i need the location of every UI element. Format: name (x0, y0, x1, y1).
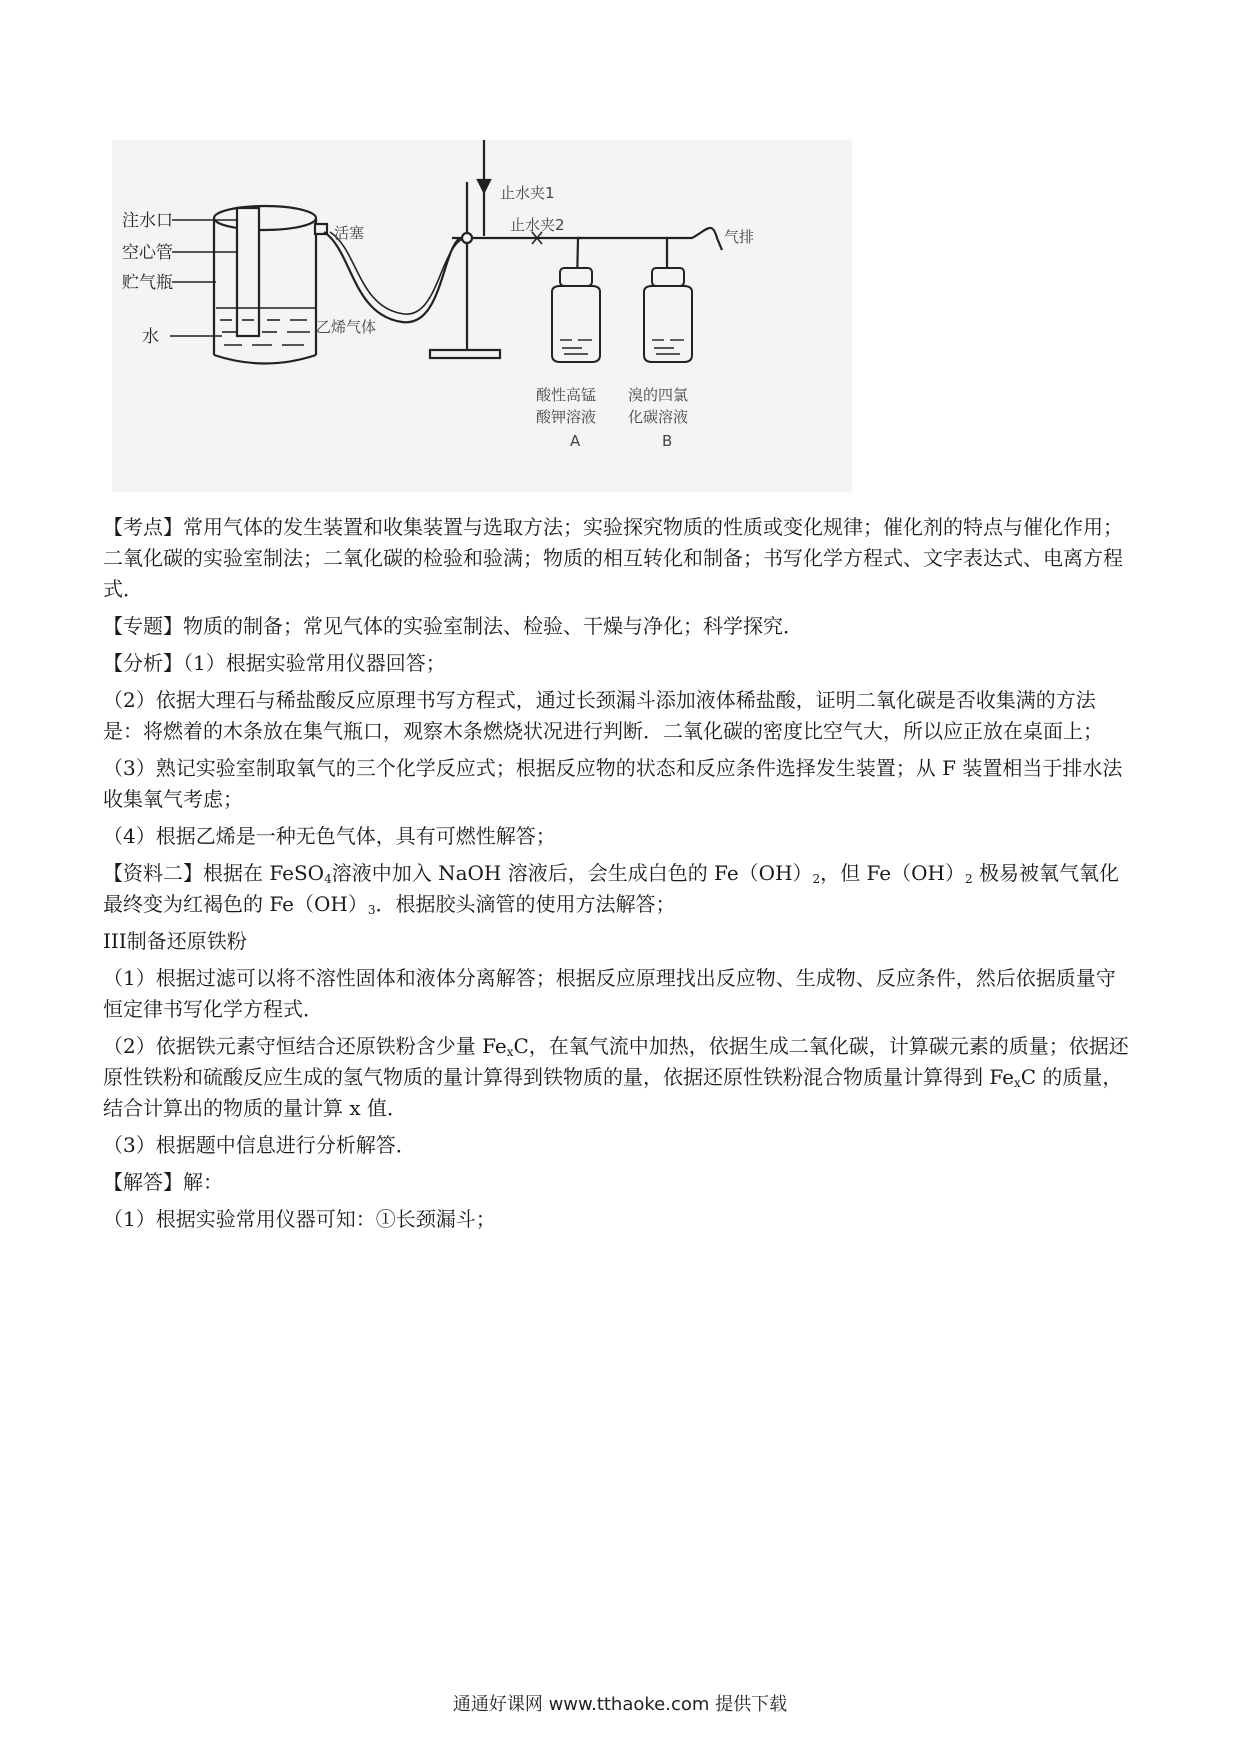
label-bottle-b-line1: 溴的四氯 (628, 386, 689, 404)
bottle-b (644, 268, 692, 362)
label-bottle-b-line2: 化碳溶液 (628, 408, 689, 426)
paragraph-jieda: 【解答】解： (103, 1170, 223, 1194)
label-bottle-a-line2: 酸钾溶液 (536, 408, 597, 426)
answer-text (103, 512, 1133, 1241)
apparatus-diagram (112, 140, 852, 492)
label-clamp1: 止水夹1 (500, 184, 555, 202)
gas-storage-cylinder (214, 206, 316, 364)
label-clamp2: 止水夹2 (510, 216, 565, 234)
subscript: 2 (812, 872, 821, 886)
text-run: C 的质量，结合计算出的物质的量计算 x 值． (103, 1065, 1123, 1120)
paragraph-iii-3: （3）根据题中信息进行分析解答． (103, 1133, 416, 1157)
text-run: ．根据胶头滴管的使用方法解答； (375, 892, 676, 916)
subscript: x (506, 1045, 514, 1059)
label-bottle-a-line1: 酸性高锰 (536, 386, 597, 404)
label-leaders (170, 220, 237, 336)
paragraph-ziliao-2 (103, 858, 1133, 920)
label-gas-storage: 贮气瓶 (122, 273, 173, 293)
page-footer: 通通好课网 www.tthaoke.com 提供下载 (452, 1694, 788, 1715)
bottle-a (552, 268, 600, 362)
label-bottle-a-letter: A (570, 432, 581, 450)
paragraph-fenxi-4: （4）根据乙烯是一种无色气体，具有可燃性解答； (103, 824, 556, 848)
paragraph-jieda-1: （1）根据实验常用仪器可知：①长颈漏斗； (103, 1207, 496, 1231)
paragraph-fenxi-3: （3）熟记实验室制取氧气的三个化学反应式；根据反应物的状态和反应条件选择发生装置；从 F 装置相当于排水法收集氧气考虑； (103, 756, 1123, 811)
text-run: （2）依据铁元素守恒结合还原铁粉含少量 Fe (103, 1034, 507, 1058)
text-run: 溶液中加入 NaOH 溶液后，会生成白色的 Fe（OH） (331, 861, 813, 885)
subscript: 3 (367, 903, 376, 917)
label-water-inlet: 注水口 (122, 211, 173, 231)
label-hollow-tube: 空心管 (122, 243, 173, 263)
subscript: x (1013, 1076, 1021, 1090)
label-water: 水 (142, 327, 159, 347)
label-bottle-b-letter: B (662, 432, 673, 450)
label-ethylene: 乙烯气体 (316, 318, 377, 336)
paragraph-fenxi-2: （2）依据大理石与稀盐酸反应原理书写方程式，通过长颈漏斗添加液体稀盐酸，证明二氧化碳是否收集满的方法是：将燃着的木条放在集气瓶口，观察木条燃烧状况进行判断．二氧化碳的密度比空气大，所以应正放在桌面上； (103, 688, 1103, 743)
paragraph-kaodian: 【考点】常用气体的发生装置和收集装置与选取方法；实验探究物质的性质或变化规律；催化剂的特点与催化作用；二氧化碳的实验室制法；二氧化碳的检验和验满；物质的相互转化和制备；书写化学方程式、文字表达式、电离方程式． (103, 515, 1123, 601)
text-run: 极易被氧气氧化最终变为红褐色的 Fe（OH） (103, 861, 1119, 916)
apparatus-figure (112, 140, 852, 492)
section-heading-iii: III制备还原铁粉 (103, 929, 247, 953)
paragraph-fenxi-1: 【分析】（1）根据实验常用仪器回答； (103, 651, 446, 675)
subscript: 4 (324, 872, 332, 886)
paragraph-iii-1: （1）根据过滤可以将不溶性固体和液体分离解答；根据反应原理找出反应物、生成物、反应条件，然后依据质量守恒定律书写化学方程式． (103, 966, 1116, 1021)
text-run: C，在氧气流中加热，依据生成二氧化碳，计算碳元素的质量；依据还原性铁粉和硫酸反应生成的氢气物质的量计算得到铁物质的量，依据还原性铁粉混合物质量计算得到 Fe (103, 1034, 1129, 1089)
paragraph-zhuanti: 【专题】物质的制备；常见气体的实验室制法、检验、干燥与净化；科学探究． (103, 614, 803, 638)
text-run: ，但 Fe（OH） (820, 861, 965, 885)
paragraph-iii-2 (103, 1031, 1133, 1124)
label-valve: 活塞 (334, 224, 365, 242)
subscript: 2 (964, 872, 973, 886)
text-run: 【资料二】根据在 FeSO (103, 861, 325, 885)
label-exhaust: 气排 (724, 228, 755, 246)
